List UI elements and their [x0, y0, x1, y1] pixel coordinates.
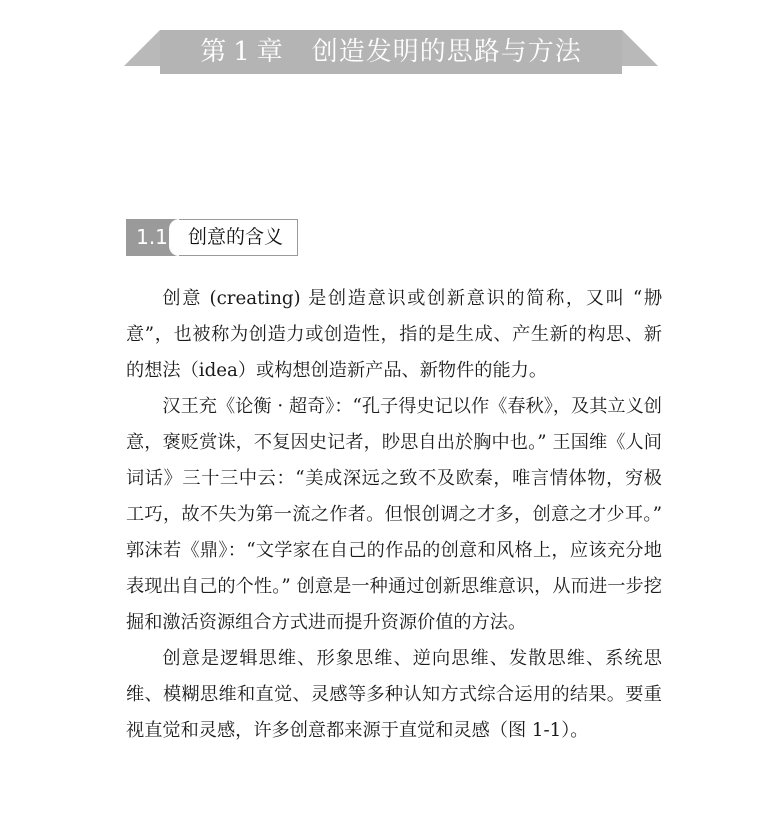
- paragraph: 创意是逻辑思维、形象思维、逆向思维、发散思维、系统思维、模糊思维和直觉、灵感等多种认知方式综合运用的结果。要重视直觉和灵感，许多创意都来源于直觉和灵感（图 1-1）。: [126, 648, 662, 741]
- section-title: 创意的含义: [178, 219, 298, 256]
- body-text: [126, 281, 662, 749]
- chapter-suffix: 章: [256, 37, 284, 67]
- chapter-title: [124, 30, 658, 74]
- chapter-name: 创造发明的思路与方法: [311, 37, 582, 67]
- section-number: 1.1: [126, 219, 178, 256]
- chapter-number: 1: [233, 37, 251, 67]
- paragraph: 创意 (creating) 是创造意识或创新意识的简称，又叫 “刱意”，也被称为创造力或创造性，指的是生成、产生新的构思、新的想法（idea）或构想创造新产品、新物件的能力。: [126, 288, 662, 381]
- chapter-banner: [124, 30, 658, 74]
- section-heading: [126, 219, 298, 256]
- chapter-prefix: 第: [200, 37, 228, 67]
- paragraph: 汉王充《论衡 · 超奇》：“孔子得史记以作《春秋》，及其立义创意，褒贬赏诛，不复因史记者，眇思自出於胸中也。” 王国维《人间词话》三十三中云：“美成深远之致不及欧秦，唯言情体物，穷极工巧，故不失为第一流之作者。但恨创调之才多，创意之才少耳。” 郭沫若《鼎》：“文学家在自己的作品的创意和风格上，应该充分地表现出自己的个性。” 创意是一种通过创新思维意识，从而进一步挖掘和激活资源组合方式进而提升资源价值的方法。: [126, 396, 662, 633]
